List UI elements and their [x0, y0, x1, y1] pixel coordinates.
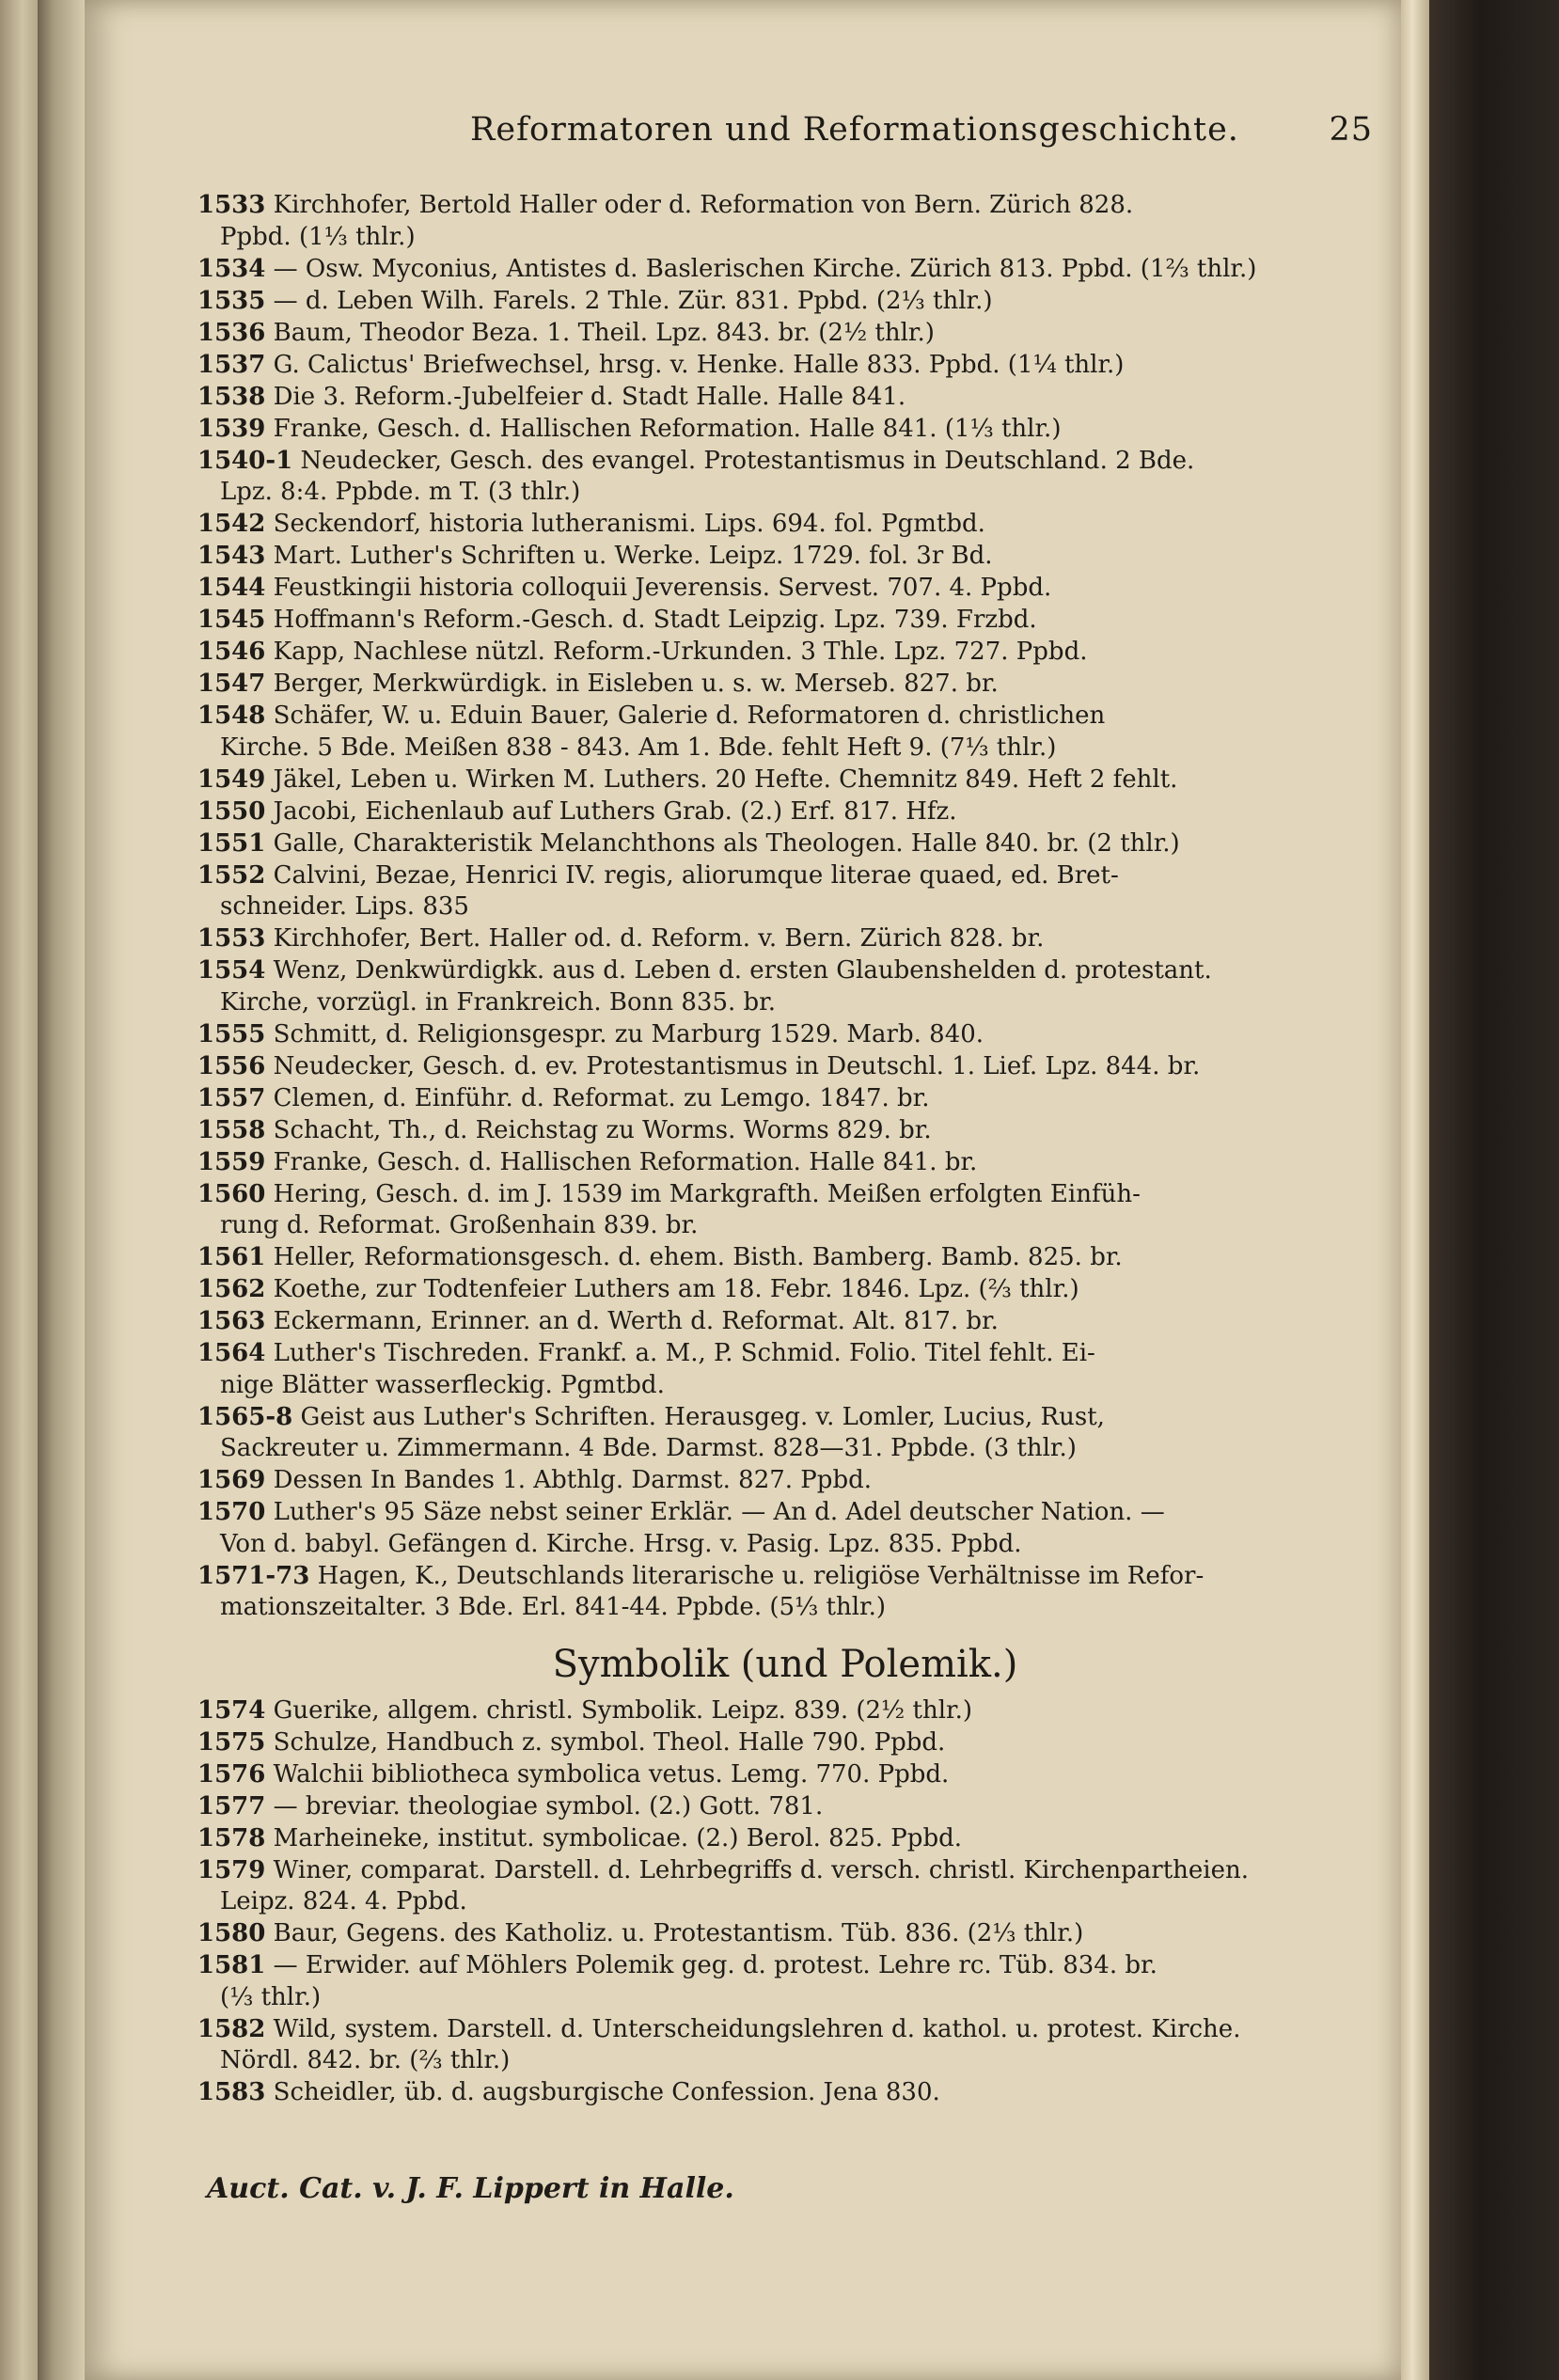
entry-text: Winer, comparat. Darstell. d. Lehrbegriffs d. versch. christl. Kirchenpartheien.: [265, 1855, 1249, 1884]
entry-number: 1564: [197, 1339, 266, 1367]
entry-text: Eckermann, Erinner. an d. Werth d. Reformat. Alt. 817. br.: [265, 1307, 999, 1335]
header-title: Reformatoren und Reformationsgeschichte.: [470, 111, 1239, 149]
entry-number: 1538: [197, 382, 266, 411]
entry-text: — Osw. Myconius, Antistes d. Baslerischen Kirche. Zürich 813. Ppbd. (1⅔ thlr.): [265, 254, 1257, 283]
entry-text: — Erwider. auf Möhlers Polemik geg. d. protest. Lehre rc. Tüb. 834. br.: [265, 1951, 1157, 1979]
entry-number: 1549: [197, 764, 266, 794]
entry-text: Hering, Gesch. d. im J. 1539 im Markgrafth. Meißen erfolgten Einfüh-: [265, 1179, 1141, 1208]
entry-text: Baur, Gegens. des Katholiz. u. Protestantism. Tüb. 836. (2⅓ thlr.): [265, 1919, 1084, 1947]
entry-number: 1551: [197, 828, 266, 858]
entry-text: Schulze, Handbuch z. symbol. Theol. Halle 790. Ppbd.: [265, 1727, 946, 1757]
entry-text: (⅓ thlr.): [220, 1982, 322, 2011]
entry-text: Kirche. 5 Bde. Meißen 838 - 843. Am 1. Bde. fehlt Heft 9. (7⅓ thlr.): [220, 733, 1057, 762]
catalog-entry: [197, 2077, 1373, 2109]
entry-text: Jäkel, Leben u. Wirken M. Luthers. 20 Hefte. Chemnitz 849. Heft 2 fehlt.: [265, 764, 1178, 794]
entry-number: 1563: [197, 1307, 266, 1335]
running-header: [470, 111, 1373, 158]
book-gutter: [38, 0, 85, 2380]
entry-text: Jacobi, Eichenlaub auf Luthers Grab. (2.) Erf. 817. Hfz.: [265, 796, 957, 826]
entry-number: 1534: [197, 254, 266, 283]
entry-number: 1552: [197, 860, 266, 890]
entry-text: G. Calictus' Briefwechsel, hrsg. v. Henke. Halle 833. Ppbd. (1¼ thlr.): [265, 350, 1125, 379]
entry-text: Dessen In Bandes 1. Abthlg. Darmst. 827. Ppbd.: [265, 1466, 872, 1494]
catalog-entry: [197, 1242, 1373, 1274]
page: [85, 0, 1401, 2380]
catalog-footer: Auct. Cat. v. J. F. Lippert in Halle.: [207, 2172, 734, 2205]
entry-text: Von d. babyl. Gefängen d. Kirche. Hrsg. v. Pasig. Lpz. 835. Ppbd.: [220, 1529, 1022, 1558]
entry-number: 1554: [197, 956, 266, 985]
entry-text: — d. Leben Wilh. Farels. 2 Thle. Zür. 831. Ppbd. (2⅓ thlr.): [265, 286, 993, 315]
catalog-entry: [197, 541, 1373, 573]
catalog-entry: [197, 1823, 1373, 1855]
entry-text: Franke, Gesch. d. Hallischen Reformation. Halle 841. (1⅓ thlr.): [265, 414, 1062, 443]
catalog-entry: [197, 955, 1373, 1018]
entry-number: 1583: [197, 2078, 266, 2106]
catalog-entry: [197, 923, 1373, 955]
catalog-entry: [197, 764, 1373, 796]
entry-text: Nördl. 842. br. (⅔ thlr.): [220, 2046, 511, 2074]
entry-text: Clemen, d. Einführ. d. Reformat. zu Lemgo. 1847. br.: [265, 1083, 930, 1112]
entry-text: Calvini, Bezae, Henrici IV. regis, aliorumque literae quaed, ed. Bret-: [265, 860, 1119, 890]
entry-text: Mart. Luther's Schriften u. Werke. Leipz. 1729. fol. 3r Bd.: [265, 542, 993, 570]
entry-text: Ppbd. (1⅓ thlr.): [220, 222, 416, 251]
catalog-entry: [197, 1561, 1373, 1624]
entry-text: Marheineke, institut. symbolicae. (2.) Berol. 825. Ppbd.: [265, 1823, 962, 1852]
entry-number: 1555: [197, 1019, 266, 1048]
entry-text: mationszeitalter. 3 Bde. Erl. 841-44. Ppbde. (5⅓ thlr.): [220, 1593, 886, 1621]
catalog-entries: [197, 190, 1373, 2109]
catalog-entry: [197, 1950, 1373, 2013]
entry-text: Walchii bibliotheca symbolica vetus. Lemg. 770. Ppbd.: [265, 1759, 950, 1789]
entry-text: Hoffmann's Reform.-Gesch. d. Stadt Leipzig. Lpz. 739. Frzbd.: [265, 606, 1037, 634]
page-edge-right: [1401, 0, 1429, 2380]
catalog-entry: [197, 1695, 1373, 1727]
entry-number: 1535: [197, 286, 266, 315]
entry-text: Scheidler, üb. d. augsburgische Confession. Jena 830.: [265, 2078, 940, 2106]
entry-text: rung d. Reformat. Großenhain 839. br.: [220, 1211, 699, 1239]
entry-number: 1550: [197, 796, 266, 826]
book-side: [1429, 0, 1559, 2380]
entry-number: 1559: [197, 1147, 266, 1176]
catalog-entry: [197, 1083, 1373, 1115]
entry-number: 1553: [197, 924, 266, 953]
entry-text: Lpz. 8:4. Ppbde. m T. (3 thlr.): [220, 478, 581, 506]
catalog-entry: [197, 860, 1373, 923]
entry-text: Kirchhofer, Bert. Haller od. d. Reform. v. Bern. Zürich 828. br.: [265, 924, 1045, 953]
entry-number: 1546: [197, 638, 266, 666]
entry-text: Koethe, zur Todtenfeier Luthers am 18. Febr. 1846. Lpz. (⅔ thlr.): [265, 1275, 1079, 1303]
catalog-entry: [197, 1791, 1373, 1823]
entry-number: 1557: [197, 1083, 266, 1112]
entry-text: Schäfer, W. u. Eduin Bauer, Galerie d. Reformatoren d. christlichen: [265, 701, 1106, 730]
catalog-entry: [197, 414, 1373, 446]
entry-number: 1558: [197, 1115, 266, 1144]
catalog-entry: [197, 1019, 1373, 1051]
catalog-entry: [197, 382, 1373, 414]
entry-number: 1574: [197, 1695, 266, 1725]
entry-number: 1548: [197, 701, 266, 730]
entry-number: 1543: [197, 542, 266, 570]
catalog-entry: [197, 1306, 1373, 1338]
catalog-entry: [197, 796, 1373, 828]
entry-text: Leipz. 824. 4. Ppbd.: [220, 1887, 467, 1915]
entry-text: Kapp, Nachlese nützl. Reform.-Urkunden. 3 Thle. Lpz. 727. Ppbd.: [265, 638, 1088, 666]
entry-number: 1560: [197, 1179, 266, 1208]
catalog-entry: [197, 1918, 1373, 1950]
entry-number: 1581: [197, 1951, 266, 1979]
section-heading: Symbolik (und Polemik.): [552, 1642, 1018, 1686]
entry-text: Guerike, allgem. christl. Symbolik. Leipz. 839. (2½ thlr.): [265, 1695, 972, 1725]
catalog-entry: [197, 573, 1373, 605]
catalog-entry: [197, 446, 1373, 509]
entry-text: Kirche, vorzügl. in Frankreich. Bonn 835. br.: [220, 987, 777, 1017]
entry-number: 1577: [197, 1791, 266, 1820]
catalog-entry: [197, 254, 1373, 286]
catalog-entry: [197, 509, 1373, 541]
entry-text: Geist aus Luther's Schriften. Herausgeg. v. Lomler, Lucius, Rust,: [292, 1402, 1105, 1431]
entry-number: 1575: [197, 1727, 266, 1757]
entry-text: Wild, system. Darstell. d. Unterscheidungslehren d. kathol. u. protest. Kirche.: [265, 2014, 1241, 2043]
catalog-entry: [197, 1274, 1373, 1306]
entry-text: Kirchhofer, Bertold Haller oder d. Reformation von Bern. Zürich 828.: [265, 191, 1134, 219]
entry-text: Schacht, Th., d. Reichstag zu Worms. Worms 829. br.: [265, 1115, 932, 1144]
catalog-entry: [197, 1727, 1373, 1759]
catalog-entry: [197, 1759, 1373, 1791]
catalog-entry: [197, 190, 1373, 253]
page-number: 25: [1329, 111, 1373, 149]
entry-number: 1571-73: [197, 1561, 310, 1590]
entry-text: Sackreuter u. Zimmermann. 4 Bde. Darmst. 828—31. Ppbde. (3 thlr.): [220, 1434, 1077, 1462]
catalog-entry: [197, 1497, 1373, 1560]
catalog-entry: [197, 1147, 1373, 1179]
entry-text: Heller, Reformationsgesch. d. ehem. Bisth. Bamberg. Bamb. 825. br.: [265, 1243, 1123, 1271]
catalog-entry: [197, 350, 1373, 382]
entry-text: Wenz, Denkwürdigkk. aus d. Leben d. ersten Glaubenshelden d. protestant.: [265, 956, 1212, 985]
catalog-entry: [197, 318, 1373, 350]
entry-number: 1533: [197, 191, 266, 219]
entry-number: 1569: [197, 1466, 266, 1494]
entry-text: Schmitt, d. Religionsgespr. zu Marburg 1529. Marb. 840.: [265, 1019, 984, 1048]
entry-number: 1570: [197, 1498, 266, 1526]
catalog-entry: [197, 1338, 1373, 1401]
entry-text: Franke, Gesch. d. Hallischen Reformation. Halle 841. br.: [265, 1147, 978, 1176]
entry-text: Seckendorf, historia lutheranismi. Lips. 694. fol. Pgmtbd.: [265, 510, 985, 538]
entry-text: — breviar. theologiae symbol. (2.) Gott. 781.: [265, 1791, 824, 1820]
catalog-entry: [197, 669, 1373, 701]
entry-number: 1544: [197, 574, 266, 602]
entry-text: Die 3. Reform.-Jubelfeier d. Stadt Halle. Halle 841.: [265, 382, 906, 411]
catalog-entry: [197, 1855, 1373, 1918]
catalog-entry: [197, 701, 1373, 764]
entry-text: Hagen, K., Deutschlands literarische u. religiöse Verhältnisse im Refor-: [309, 1561, 1205, 1590]
catalog-entry: [197, 286, 1373, 318]
entry-text: Neudecker, Gesch. d. ev. Protestantismus in Deutschl. 1. Lief. Lpz. 844. br.: [265, 1051, 1201, 1080]
entry-number: 1542: [197, 510, 266, 538]
catalog-entry: [197, 2014, 1373, 2077]
entry-number: 1579: [197, 1855, 266, 1884]
entry-text: Galle, Charakteristik Melanchthons als Theologen. Halle 840. br. (2 thlr.): [265, 828, 1180, 858]
entry-number: 1576: [197, 1759, 266, 1789]
entry-number: 1580: [197, 1919, 266, 1947]
entry-number: 1545: [197, 606, 266, 634]
entry-text: nige Blätter wasserfleckig. Pgmtbd.: [220, 1370, 665, 1399]
entry-number: 1565-8: [197, 1402, 293, 1431]
catalog-entry: [197, 828, 1373, 860]
catalog-entry: [197, 1402, 1373, 1465]
entry-number: 1561: [197, 1243, 266, 1271]
entry-number: 1578: [197, 1823, 266, 1852]
entry-text: Luther's Tischreden. Frankf. a. M., P. Schmid. Folio. Titel fehlt. Ei-: [265, 1339, 1095, 1367]
entry-number: 1540-1: [197, 446, 293, 475]
entry-text: schneider. Lips. 835: [220, 892, 469, 921]
entry-number: 1556: [197, 1051, 266, 1080]
entry-number: 1537: [197, 350, 266, 379]
catalog-entry: [197, 1465, 1373, 1497]
entry-number: 1536: [197, 318, 266, 347]
entry-number: 1547: [197, 670, 266, 698]
catalog-entry: [197, 637, 1373, 669]
catalog-entry: [197, 1179, 1373, 1242]
entry-text: Neudecker, Gesch. des evangel. Protestantismus in Deutschland. 2 Bde.: [292, 446, 1195, 475]
entry-text: Feustkingii historia colloquii Jeverensis. Servest. 707. 4. Ppbd.: [265, 574, 1052, 602]
entry-text: Berger, Merkwürdigk. in Eisleben u. s. w. Merseb. 827. br.: [265, 670, 999, 698]
entry-number: 1539: [197, 414, 266, 443]
entry-text: Luther's 95 Säze nebst seiner Erklär. — An d. Adel deutscher Nation. —: [265, 1498, 1165, 1526]
catalog-entry: [197, 605, 1373, 637]
entry-number: 1582: [197, 2014, 266, 2043]
left-page-edge: [0, 0, 38, 2380]
catalog-entry: [197, 1115, 1373, 1147]
entry-number: 1562: [197, 1275, 266, 1303]
catalog-entry: [197, 1051, 1373, 1083]
entry-text: Baum, Theodor Beza. 1. Theil. Lpz. 843. br. (2½ thlr.): [265, 318, 935, 347]
